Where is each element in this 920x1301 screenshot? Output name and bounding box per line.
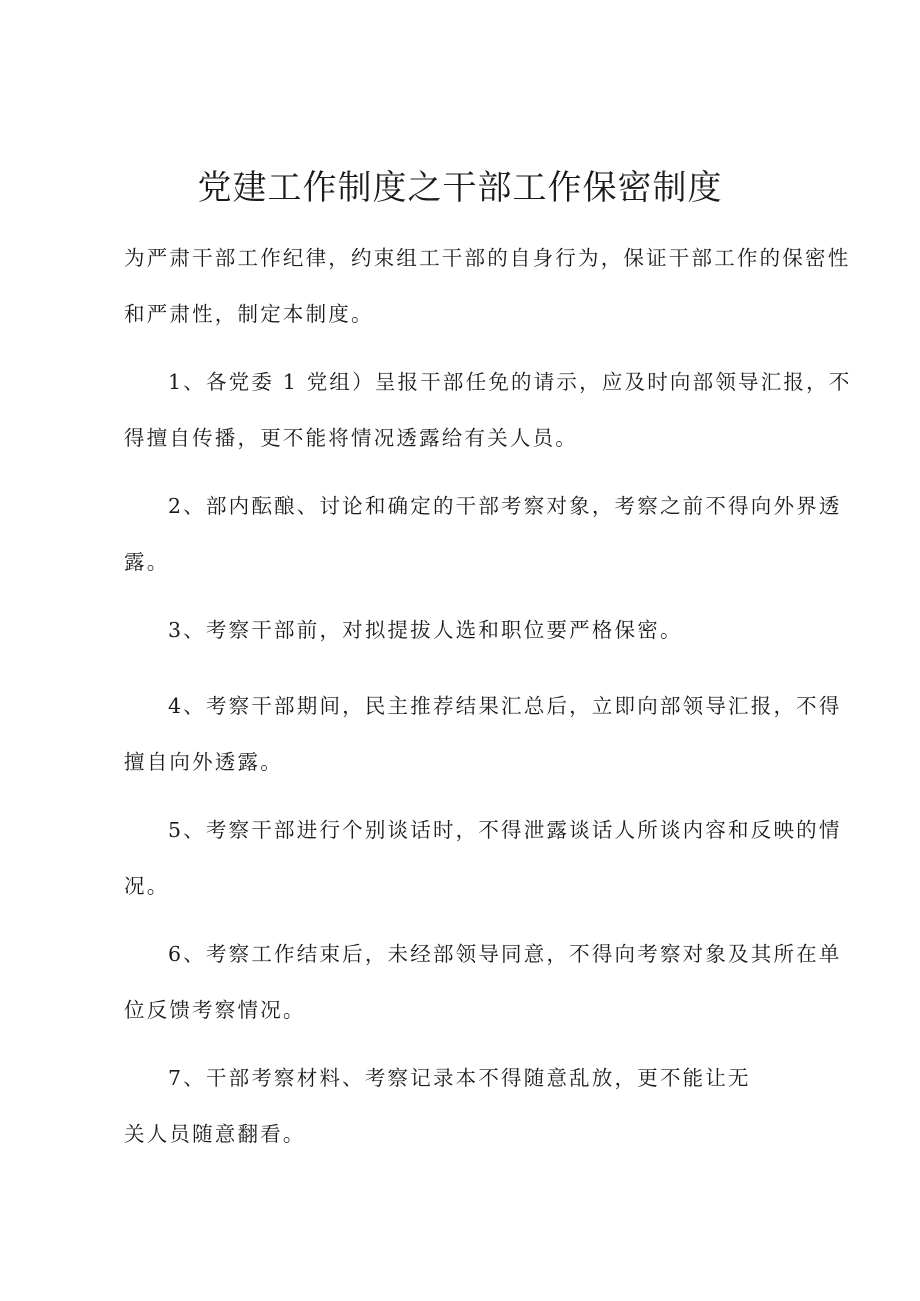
intro-line-1: 为严肃干部工作纪律，约束组工干部的自身行为，保证干部工作的保密性 [124,246,851,270]
rule-item-1 [124,354,852,466]
rule-item-5-line-2: 况。 [124,874,170,898]
intro-paragraph [124,230,851,342]
rule-item-1-line-2: 得擅自传播，更不能将情况透露给有关人员。 [124,426,578,450]
intro-line-2: 和严肃性，制定本制度。 [124,302,374,326]
rule-item-6-line-2: 位反馈考察情况。 [124,998,306,1022]
rule-item-4-line-2: 擅自向外透露。 [124,750,283,774]
rule-item-6 [124,926,842,1038]
rule-item-5 [124,802,842,914]
rule-item-5-line-1: 5、考察干部进行个别谈话时，不得泄露谈话人所谈内容和反映的情 [168,818,842,842]
rule-item-2-line-1: 2、部内酝酿、讨论和确定的干部考察对象，考察之前不得向外界透 [168,494,842,518]
rule-item-7-line-1: 7、干部考察材料、考察记录本不得随意乱放，更不能让无 [168,1066,751,1090]
rule-item-7 [124,1050,810,1162]
rule-item-4-line-1: 4、考察干部期间，民主推荐结果汇总后，立即向部领导汇报，不得 [168,694,842,718]
rule-item-3-line-1: 3、考察干部前，对拟提拔人选和职位要严格保密。 [168,618,683,642]
document-title: 党建工作制度之干部工作保密制度 [197,168,723,208]
rule-item-6-line-1: 6、考察工作结束后，未经部领导同意，不得向考察对象及其所在单 [168,942,842,966]
rule-item-3 [124,602,810,658]
rule-item-7-line-2: 关人员随意翻看。 [124,1122,306,1146]
rule-item-1-line-1: 1、各党委 1 党组）呈报干部任免的请示，应及时向部领导汇报，不 [168,370,852,394]
rule-item-4 [124,678,842,790]
rule-item-2-line-2: 露。 [124,550,170,574]
rule-item-2 [124,478,842,590]
